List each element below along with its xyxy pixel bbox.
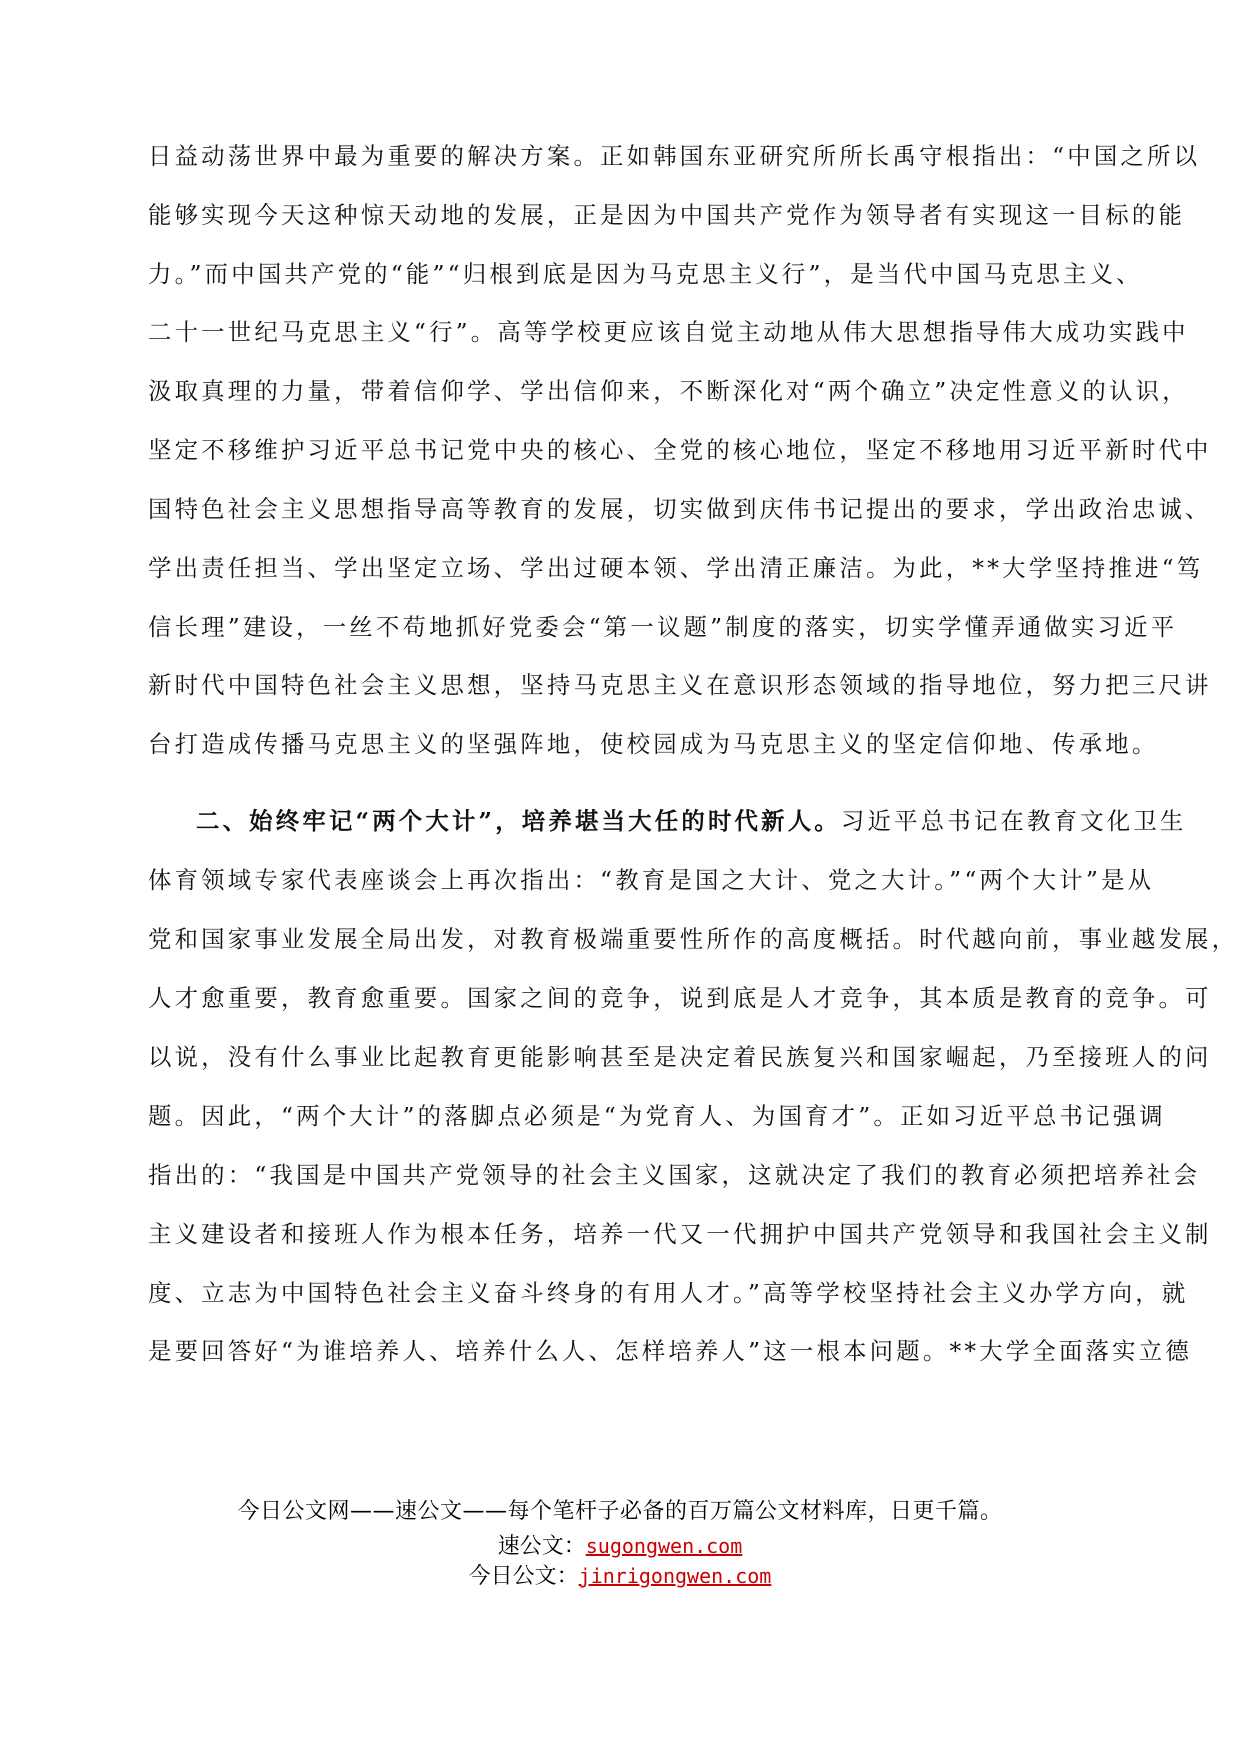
heading-line-rest: 习近平总书记在教育文化卫生 [840,807,1187,835]
footer-label: 速公文： [497,1534,586,1559]
text-line: 信长理”建设，一丝不苟地抓好党委会“第一议题”制度的落实，切实学懂弄通做实习近平 [148,613,1178,641]
footer-banner: 今日公文网——速公文——每个笔杆子必备的百万篇公文材料库，日更千篇。 [237,1499,1003,1524]
text-line: 能够实现今天这种惊天动地的发展，正是因为中国共产党作为领导者有实现这一目标的能 [148,201,1186,229]
text-line: 汲取真理的力量，带着信仰学、学出信仰来，不断深化对“两个确立”决定性意义的认识， [148,377,1189,405]
text-line: 度、立志为中国特色社会主义奋斗终身的有用人才。”高等学校坚持社会主义办学方向，就 [148,1279,1189,1307]
text-line: 人才愈重要，教育愈重要。国家之间的竞争，说到底是人才竞争，其本质是教育的竞争。可 [148,984,1212,1012]
text-line: 新时代中国特色社会主义思想，坚持马克思主义在意识形态领域的指导地位，努力把三尺讲 [148,671,1212,699]
footer-link-row-jinrigongwen [0,1561,1240,1592]
footer-link-row-sugongwen [0,1531,1240,1562]
text-line: 学出责任担当、学出坚定立场、学出过硬本领、学出清正廉洁。为此，**大学坚持推进“笃 [148,554,1204,582]
text-line: 指出的：“我国是中国共产党领导的社会主义国家，这就决定了我们的教育必须把培养社会 [148,1161,1201,1189]
section-heading: 二、始终牢记“两个大计”，培养堪当大任的时代新人。 [196,807,841,835]
text-line: 台打造成传播马克思主义的坚强阵地，使校园成为马克思主义的坚定信仰地、传承地。 [148,730,1159,758]
text-line: 坚定不移维护习近平总书记党中央的核心、全党的核心地位，坚定不移地用习近平新时代中 [148,436,1212,464]
text-line: 体育领域专家代表座谈会上再次指出：“教育是国之大计、党之大计。”“两个大计”是从 [148,866,1155,894]
text-line-heading [148,801,1187,841]
text-line: 题。因此，“两个大计”的落脚点必须是“为党育人、为国育才”。正如习近平总书记强调 [148,1102,1166,1130]
text-line: 是要回答好“为谁培养人、培养什么人、怎样培养人”这一根本问题。**大学全面落实立德 [148,1337,1192,1365]
jinrigongwen-link[interactable]: jinrigongwen.com [578,1564,772,1588]
text-line: 国特色社会主义思想指导高等教育的发展，切实做到庆伟书记提出的要求，学出政治忠诚、 [148,495,1212,523]
footer-label: 今日公文： [468,1564,579,1589]
sugongwen-link[interactable]: sugongwen.com [585,1534,743,1558]
text-line: 力。”而中国共产党的“能”“归根到底是因为马克思主义行”，是当代中国马克思主义、 [148,260,1143,288]
text-line: 以说，没有什么事业比起教育更能影响甚至是决定着民族复兴和国家崛起，乃至接班人的问 [148,1043,1212,1071]
text-line: 日益动荡世界中最为重要的解决方案。正如韩国东亚研究所所长禹守根指出：“中国之所以 [148,142,1201,170]
text-line: 二十一世纪马克思主义“行”。高等学校更应该自觉主动地从伟大思想指导伟大成功实践中 [148,318,1189,346]
text-line: 党和国家事业发展全局出发，对教育极端重要性所作的高度概括。时代越向前，事业越发展， [148,925,1239,953]
text-line: 主义建设者和接班人作为根本任务，培养一代又一代拥护中国共产党领导和我国社会主义制 [148,1220,1212,1248]
